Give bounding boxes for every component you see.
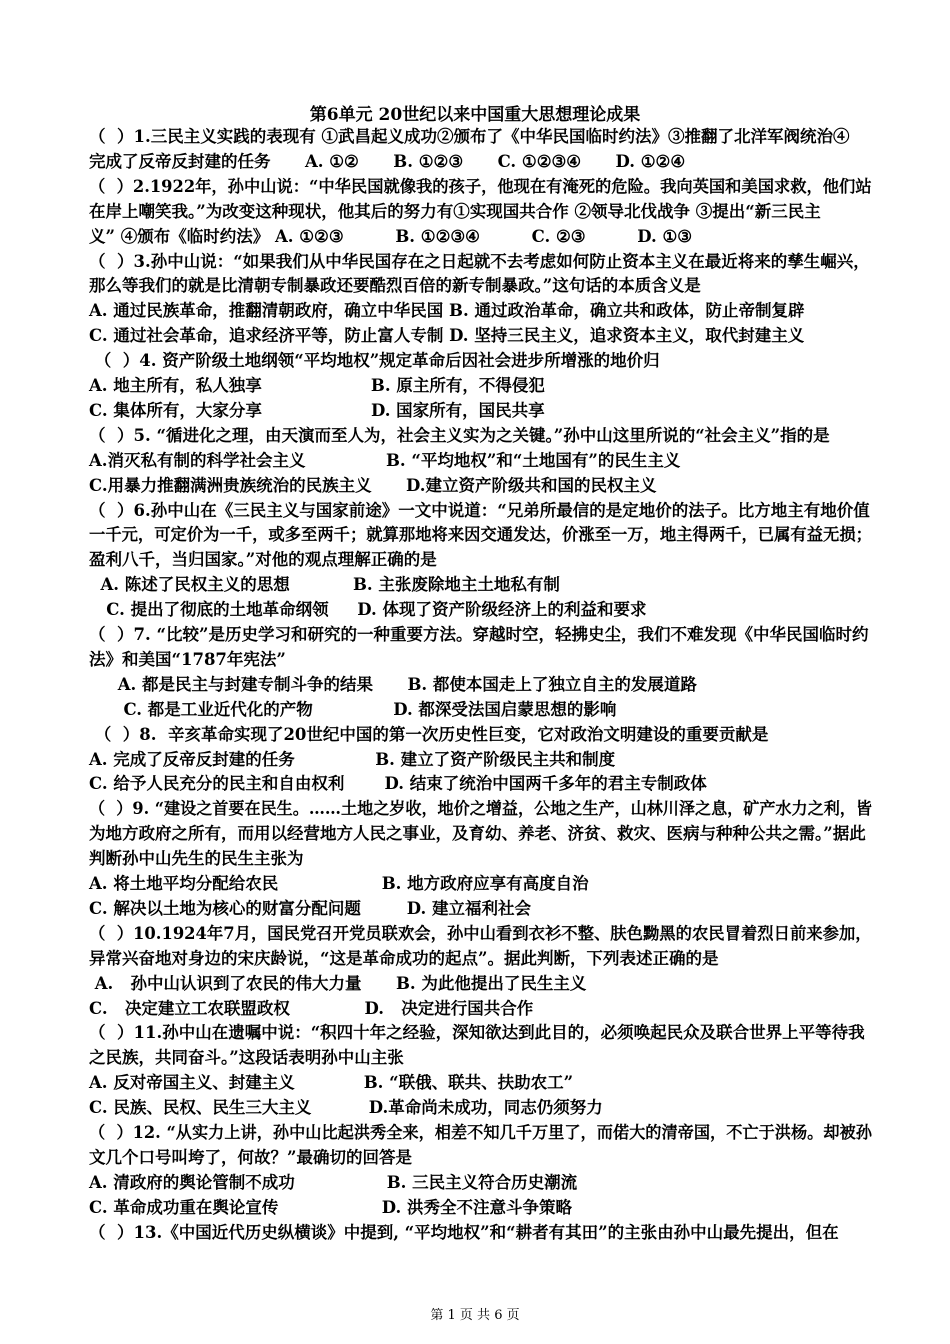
text-line: C. 提出了彻底的土地革命纲领 D. 体现了资产阶级经济上的利益和要求 <box>89 600 647 620</box>
text-line: 之民族，共同奋斗。”这段话表明孙中山主张 <box>89 1048 404 1068</box>
text-line: （ ）4. 资产阶级土地纲领“平均地权”规定革命后因社会进步所增涨的地价归 <box>89 351 660 371</box>
text-line: 那么等我们的就是比清朝专制暴政还要酷烈百倍的新专制暴政。”这句话的本质含义是 <box>89 276 701 296</box>
text-line: A. 将土地平均分配给农民 B. 地方政府应享有高度自治 <box>89 874 589 893</box>
text-line: A. 地主所有，私人独享 B. 原主所有，不得侵犯 <box>89 376 545 395</box>
text-line: （ ）12. “从实力上讲，孙中山比起洪秀全来，相差不知几千万里了，而偌大的清帝国，不亡于洪杨。却被孙 <box>89 1123 872 1142</box>
text-line: A. 孙中山认识到了农民的伟大力量 B. 为此他提出了民生主义 <box>89 973 587 993</box>
text-line: （ ）1.三民主义实践的表现有 ①武昌起义成功②颁布了《中华民国临时约法》③推翻了北洋军阀统治④ <box>89 127 850 146</box>
text-line: A. 都是民主与封建专制斗争的结果 B. 都使本国走上了独立自主的发展道路 <box>89 674 697 694</box>
text-line: 在岸上嘲笑我。”为改变这种现状，他其后的努力有①实现国共合作 ②领导北伐战争 ③提出“新三民主 <box>89 201 821 221</box>
page-footer: 第 1 页 共 6 页 <box>430 1308 520 1323</box>
text-line: （ ）7. “比较”是历史学习和研究的一种重要方法。穿越时空，轻拂史尘，我们不难发现《中华民国临时约 <box>89 625 869 644</box>
text-line: C. 解决以土地为核心的财富分配问题 D. 建立福利社会 <box>89 898 531 918</box>
text-line: 完成了反帝反封建的任务 A. ①② B. ①②③ C. ①②③④ D. ①②④ <box>89 151 686 171</box>
text-line: 为地方政府之所有，而用以经营地方人民之事业，及育幼、养老、济贫、救灾、医病与种种公共之需。”据此 <box>89 824 866 844</box>
text-line: C. 决定建立工农联盟政权 D. 决定进行国共合作 <box>89 998 534 1018</box>
text-line: A.消灭私有制的科学社会主义 B. “平均地权”和“土地国有”的民生主义 <box>89 450 681 470</box>
text-line: （ ）9. “建设之首要在民生。……土地之岁收，地价之增益，公地之生产，山林川泽之息，矿产水力之利，皆 <box>89 799 872 819</box>
text-line: C. 革命成功重在舆论宣传 D. 洪秀全不注意斗争策略 <box>89 1197 572 1217</box>
text-line: 判断孙中山先生的民生主张为 <box>89 849 304 869</box>
text-line: （ ）5. “循进化之理，由天演而至人为，社会主义实为之关键。”孙中山这里所说的“社会主义”指的是 <box>89 425 830 445</box>
text-line: （ ）10.1924年7月，国民党召开党员联欢会，孙中山看到衣衫不整、肤色黝黑的农民冒着烈日前来参加， <box>89 923 872 943</box>
text-line: （ ）3.孙中山说：“如果我们从中华民国存在之日起就不去考虑如何防止资本主义在最近将来的孳生崛兴， <box>89 251 870 271</box>
text-line: 义” ④颁布《临时约法》 A. ①②③ B. ①②③④ C. ②③ D. ①③ <box>89 226 693 246</box>
text-line: 文几个口号叫垮了，何故？”最确切的回答是 <box>89 1147 412 1167</box>
text-line: A. 通过民族革命，推翻清朝政府，确立中华民国 B. 通过政治革命，确立共和政体，防止帝制复辟 <box>89 301 805 321</box>
text-line: （ ）11.孙中山在遗嘱中说：“积四十年之经验，深知欲达到此目的，必须唤起民众及联合世界上平等待我 <box>89 1023 865 1043</box>
text-line: C. 给予人民充分的民主和自由权利 D. 结束了统治中国两千多年的君主专制政体 <box>89 774 707 794</box>
page-title: 第6单元 20世纪以来中国重大思想理论成果 <box>309 105 641 125</box>
text-line: 盈利八千，当归国家。”对他的观点理解正确的是 <box>89 550 437 570</box>
text-line: （ ）2.1922年，孙中山说：“中华民国就像我的孩子，他现在有淹死的危险。我向英国和美国求救，他们站 <box>89 176 872 196</box>
text-line: （ ）6.孙中山在《三民主义与国家前途》一文中说道：“兄弟所最信的是定地价的法子。比方地主有地价值 <box>89 500 870 520</box>
text-line: C. 集体所有，大家分享 D. 国家所有，国民共享 <box>89 400 545 420</box>
text-line: 异常兴奋地对身边的宋庆龄说，“这是革命成功的起点”。据此判断，下列表述正确的是 <box>89 948 719 968</box>
text-line: A. 陈述了民权主义的思想 B. 主张废除地主土地私有制 <box>89 575 560 595</box>
text-line: C. 通过社会革命，追求经济平等，防止富人专制 D. 坚持三民主义，追求资本主义，取代封建主义 <box>89 326 805 346</box>
text-line: C. 都是工业近代化的产物 D. 都深受法国启蒙思想的影响 <box>89 699 617 719</box>
text-line: A. 完成了反帝反封建的任务 B. 建立了资产阶级民主共和制度 <box>89 749 616 769</box>
text-line: （ ）8. 辛亥革命实现了20世纪中国的第一次历史性巨变，它对政治文明建设的重要贡献是 <box>89 724 769 744</box>
text-line: A. 反对帝国主义、封建主义 B. “联俄、联共、扶助农工” <box>89 1073 574 1093</box>
text-line: C. 民族、民权、民生三大主义 D.革命尚未成功，同志仍须努力 <box>89 1098 603 1118</box>
text-line: （ ）13.《中国近代历史纵横谈》中提到, “平均地权”和“耕者有其田”的主张由孙中山最先提出，但在 <box>89 1222 839 1242</box>
text-line: 法》和美国“1787年宪法” <box>89 649 286 669</box>
text-line: 一千元，可定价为一千，或多至两千；就算那地将来因交通发达，价涨至一万，地主得两千，已属有益无损； <box>89 525 872 545</box>
text-line: A. 清政府的舆论管制不成功 B. 三民主义符合历史潮流 <box>89 1172 578 1192</box>
text-line: C.用暴力推翻满洲贵族统治的民族主义 D.建立资产阶级共和国的民权主义 <box>89 475 657 495</box>
